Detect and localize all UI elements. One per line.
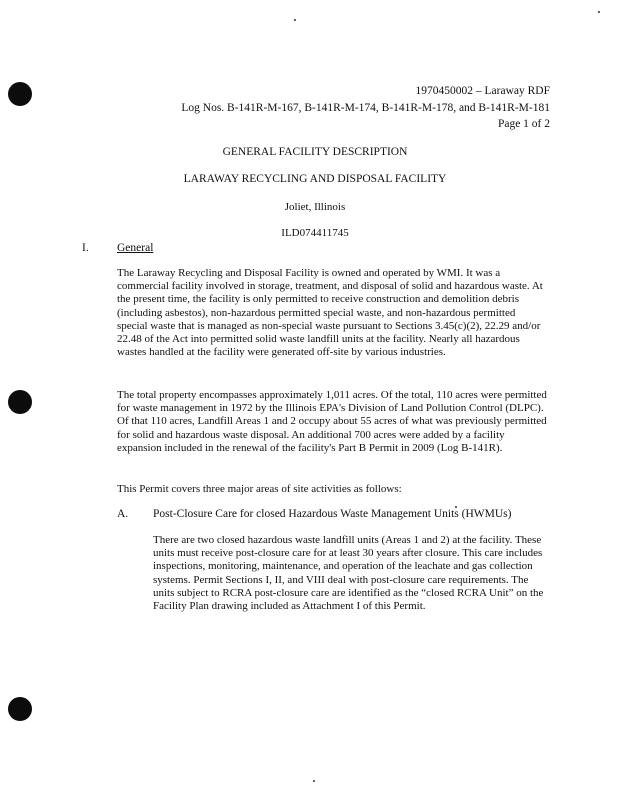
facility-name: LARAWAY RECYCLING AND DISPOSAL FACILITY (183, 173, 447, 185)
punch-hole-middle (8, 390, 32, 414)
document-title: GENERAL FACILITY DESCRIPTION (222, 146, 408, 158)
facility-location: Joliet, Illinois (284, 201, 346, 213)
document-id: 1970450002 – Laraway RDF (415, 85, 550, 97)
paragraph-permit-scope: This Permit covers three major areas of site activities as follows: (117, 483, 402, 495)
subsection-title: Post-Closure Care for closed Hazardous Waste Management Units (HWMUs) (153, 508, 512, 520)
log-numbers: Log Nos. B-141R-M-167, B-141R-M-174, B-141R-M-178, and B-141R-M-181 (181, 102, 550, 114)
section-number: I. (82, 242, 89, 254)
page-number: Page 1 of 2 (497, 118, 550, 130)
scan-speck (294, 19, 296, 21)
scan-speck (598, 11, 600, 13)
punch-hole-bottom (8, 697, 32, 721)
section-title: General (117, 242, 154, 254)
scan-speck (313, 780, 315, 782)
paragraph-post-closure: There are two closed hazardous waste landfill units (Areas 1 and 2) at the facility. These units must receive post-closure care for at least 30 years after closure. This care includes inspections, monitoring, maintenance, and operation of the leachate and gas collection systems. Permit Sections I, II, and VIII deal with post-closure care requirements. The units subject to RCRA post-closure care are identified as the “closed RCRA Unit” on the Facility Plan drawing included as Attachment I of this Permit. (153, 534, 544, 613)
paragraph-property: The total property encompasses approximately 1,011 acres. Of the total, 110 acres were permitted for waste management in 1972 by the Illinois EPA's Division of Land Pollution Control (DLPC). Of that 110 acres, Landfill Areas 1 and 2 occupy about 55 acres of what was previously permitted for solid and hazardous waste disposal. An additional 700 acres were added by a facility expansion included in the renewal of the facility's Part B Permit in 2009 (Log B-141R). (117, 389, 547, 454)
subsection-label: A. (117, 508, 129, 520)
punch-hole-top (8, 82, 32, 106)
epa-id-number: ILD074411745 (281, 227, 349, 239)
paragraph-ownership: The Laraway Recycling and Disposal Facility is owned and operated by WMI. It was a commercial facility involved in storage, treatment, and disposal of solid and hazardous waste. At the present time, the facility is only permitted to receive construction and demolition debris (including asbestos), non-hazardous permitted special waste, and non-hazardous permitted special waste that is managed as non-special waste pursuant to Sections 3.45(c)(2), 22.29 and/or 22.48 of the Act into permitted solid waste landfill units at the facility. Nearly all hazardous wastes handled at the facility were generated off-site by various industries. (117, 267, 543, 359)
